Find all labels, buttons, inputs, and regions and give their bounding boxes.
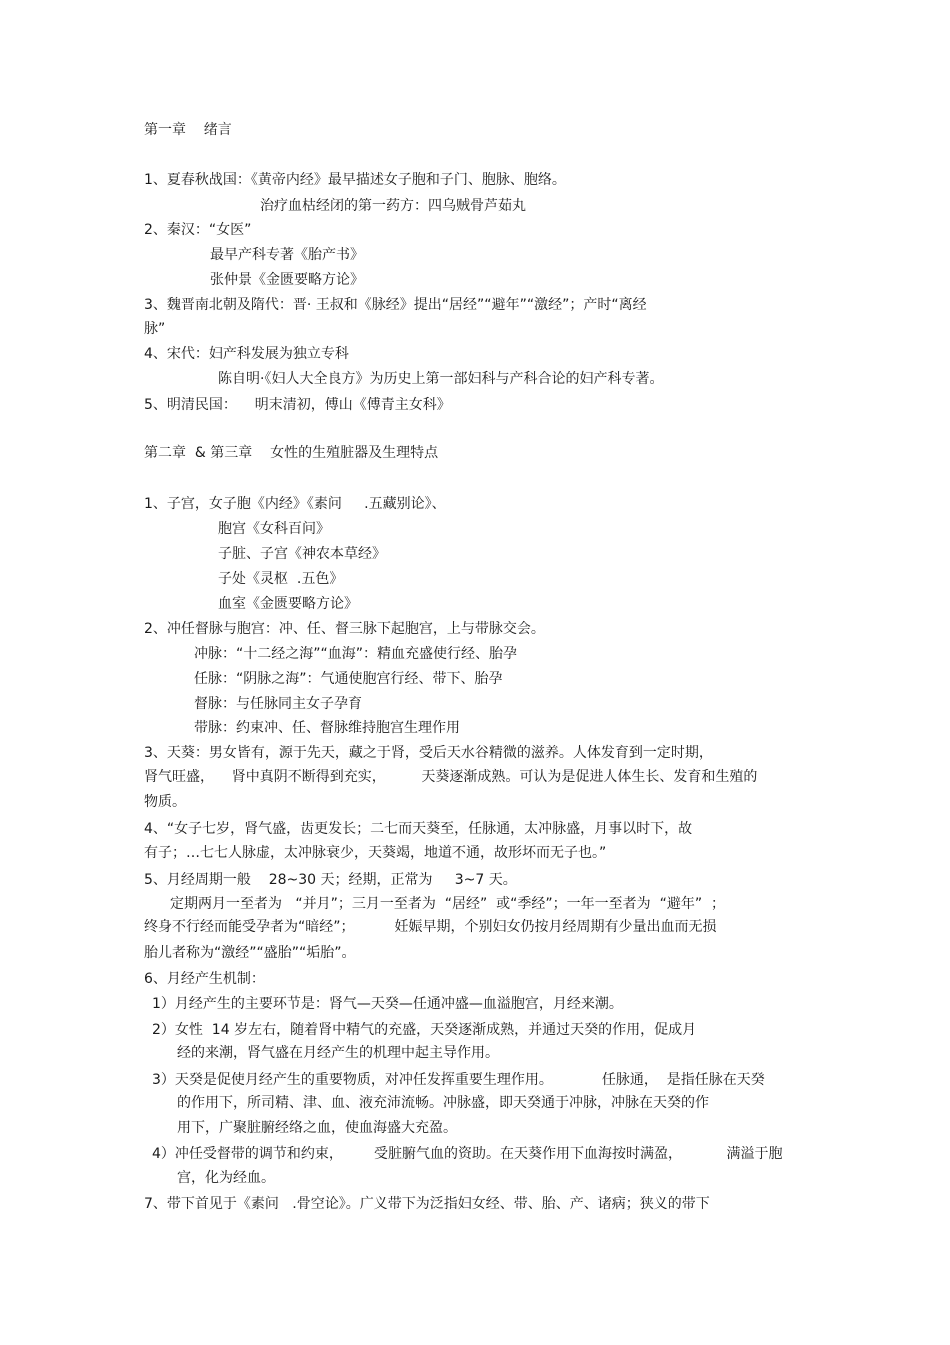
ch1-item3-line2: 脉” [144,321,166,337]
ch2-item1-sub4: 血室《金匮要略方论》 [218,596,358,612]
ch1-item4-sub: 陈自明·《妇人大全良方》为历史上第一部妇科与产科合论的妇产科专著。 [218,371,664,387]
chapter2-title: 第二章 & 第三章 女性的生殖脏器及生理特点 [144,445,439,461]
ch1-item5: 5、明清民国： 明末清初，傅山《傅青主女科》 [144,397,451,413]
chapter1-title: 第一章 绪言 [144,122,232,138]
ch2-item5-line1: 5、月经周期一般 28~30 天；经期，正常为 3~7 天。 [144,872,517,888]
ch2-item7: 7、带下首见于《素问 .骨空论》。广义带下为泛指妇女经、带、胎、产、诸病；狭义的带下 [144,1196,710,1212]
ch2-item3-line3: 物质。 [144,794,186,810]
ch2-item5-line4: 胎儿者称为“激经”“盛胎”“垢胎”。 [144,945,356,961]
ch2-item6-point4-line1: 4）冲任受督带的调节和约束， 受脏腑气血的资助。在天葵作用下血海按时满盈， 满溢于胞 [152,1146,783,1162]
ch2-item1-sub3: 子处《灵枢 .五色》 [218,571,344,587]
ch2-item6-point2-line1: 2）女性 14 岁左右，随着肾中精气的充盛，天癸逐渐成熟，并通过天癸的作用，促成月 [152,1022,697,1038]
ch1-item4: 4、宋代：妇产科发展为独立专科 [144,346,349,362]
ch2-item4-line2: 有子；…七七人脉虚，太冲脉衰少，天葵竭，地道不通，故形坏而无子也。” [144,845,607,861]
ch2-item1: 1、子宫，女子胞《内经》《素问 .五藏别论》、 [144,496,446,512]
ch2-item2-sub1: 冲脉：“十二经之海”“血海”：精血充盛使行经、胎孕 [194,646,518,662]
ch2-item6-point2-line2: 经的来潮，肾气盛在月经产生的机理中起主导作用。 [177,1045,499,1061]
ch2-item6-point1: 1）月经产生的主要环节是：肾气—天癸—任通冲盛—血溢胞宫，月经来潮。 [152,996,623,1012]
ch2-item6: 6、月经产生机制： [144,971,265,987]
ch1-item2-sub1: 最早产科专著《胎产书》 [210,247,364,263]
ch2-item2-sub3: 督脉：与任脉同主女子孕育 [194,696,362,712]
ch2-item3-line1: 3、天葵：男女皆有，源于先天，藏之于肾，受后天水谷精微的滋养。人体发育到一定时期， [144,745,713,761]
ch1-item3-line1: 3、魏晋南北朝及隋代：晋· 王叔和《脉经》提出“居经”“避年”“激经”；产时“离经 [144,297,647,313]
ch2-item6-point4-line2: 宫，化为经血。 [177,1170,275,1186]
ch2-item3-line2: 肾气旺盛， 肾中真阴不断得到充实， 天葵逐渐成熟。可认为是促进人体生长、发育和生殖的 [144,769,758,785]
ch2-item1-sub2: 子脏、子宫《神农本草经》 [218,546,386,562]
ch1-item2: 2、秦汉：“女医” [144,222,252,238]
ch2-item2: 2、冲任督脉与胞宫：冲、任、督三脉下起胞宫，上与带脉交会。 [144,621,545,637]
ch2-item6-point3-line3: 用下，广聚脏腑经络之血，使血海盛大充盈。 [177,1120,457,1136]
ch2-item4-line1: 4、“女子七岁，肾气盛，齿更发长；二七而天葵至，任脉通，太冲脉盛，月事以时下，故 [144,821,693,837]
ch2-item2-sub4: 带脉：约束冲、任、督脉维持胞宫生理作用 [194,720,460,736]
ch2-item5-line2: 定期两月一至者为 “并月”；三月一至者为 “居经” 或“季经”；一年一至者为 “避年” ； [170,896,725,912]
ch2-item6-point3-line1: 3）天癸是促使月经产生的重要物质，对冲任发挥重要生理作用。 任脉通， 是指任脉在天癸 [152,1072,765,1088]
ch1-item1-sub: 治疗血枯经闭的第一药方：四乌贼骨芦茹丸 [260,198,526,214]
ch2-item6-point3-line2: 的作用下，所司精、津、血、液充沛流畅。冲脉盛，即天癸通于冲脉，冲脉在天癸的作 [177,1095,709,1111]
ch1-item2-sub2: 张仲景《金匮要略方论》 [210,272,364,288]
ch2-item2-sub2: 任脉：“阴脉之海”：气通使胞宫行经、带下、胎孕 [194,671,503,687]
ch1-item1: 1、夏春秋战国：《黄帝内经》最早描述女子胞和子门、胞脉、胞络。 [144,172,566,188]
ch2-item5-line3: 终身不行经而能受孕者为“暗经”； 妊娠早期，个别妇女仍按月经周期有少量出血而无损 [144,919,717,935]
ch2-item1-sub1: 胞宫《女科百问》 [218,521,330,537]
